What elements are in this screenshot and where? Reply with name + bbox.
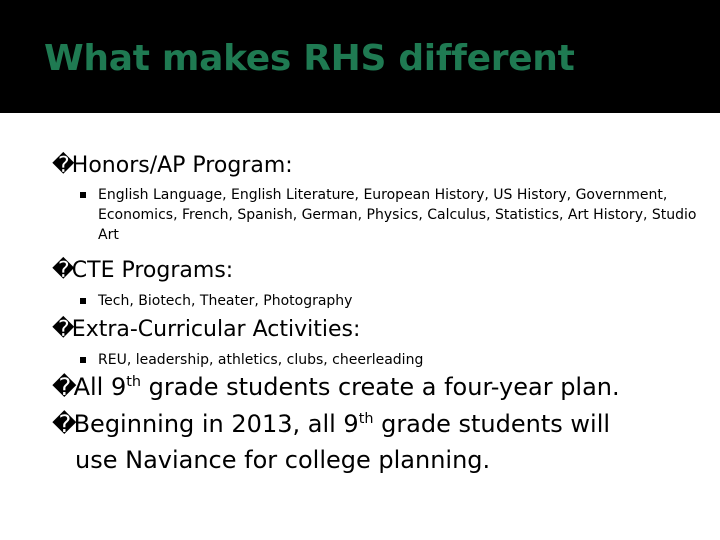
bullet-cte-label: CTE Programs: — [71, 258, 234, 283]
bullet-extracurricular-label: Extra-Curricular Activities: — [71, 317, 361, 342]
square-bullet-icon — [80, 357, 86, 363]
bullet-glyph: � — [52, 258, 75, 283]
bullet-glyph: � — [52, 373, 77, 401]
title-bar — [0, 0, 720, 113]
slide-title: What makes RHS different — [44, 38, 575, 79]
sub-bullet-honors-ap-text: English Language, English Literature, European History, US History, Government, Economics, French, Spanish, German, Physics, Calculus, Statistics, Art History, Studio Art — [98, 187, 697, 243]
plan-superscript: th — [126, 374, 142, 390]
bullet-glyph: � — [52, 410, 77, 438]
bullet-four-year-plan — [52, 373, 620, 401]
bullet-list — [0, 113, 720, 540]
plan-text-before: All 9 — [73, 373, 127, 401]
naviance-superscript: th — [358, 411, 374, 427]
bullet-cte — [52, 258, 233, 283]
square-bullet-icon — [80, 298, 86, 304]
sub-bullet-extracurricular-text: REU, leadership, athletics, clubs, cheerleading — [98, 352, 424, 368]
naviance-text-before: Beginning in 2013, all 9 — [73, 410, 359, 438]
bullet-glyph: � — [52, 153, 75, 178]
bullet-extracurricular — [52, 317, 360, 342]
slide-body — [0, 113, 720, 540]
bullet-glyph: � — [52, 317, 75, 342]
naviance-continuation: use Naviance for college planning. — [75, 446, 491, 474]
naviance-text-after: grade students will — [373, 410, 611, 438]
square-bullet-icon — [80, 192, 86, 198]
bullet-honors-ap — [52, 153, 293, 178]
plan-text-after: grade students create a four-year plan. — [141, 373, 620, 401]
bullet-honors-ap-label: Honors/AP Program: — [71, 153, 293, 178]
sub-bullet-cte-text: Tech, Biotech, Theater, Photography — [98, 293, 353, 309]
bullet-naviance — [52, 410, 610, 438]
